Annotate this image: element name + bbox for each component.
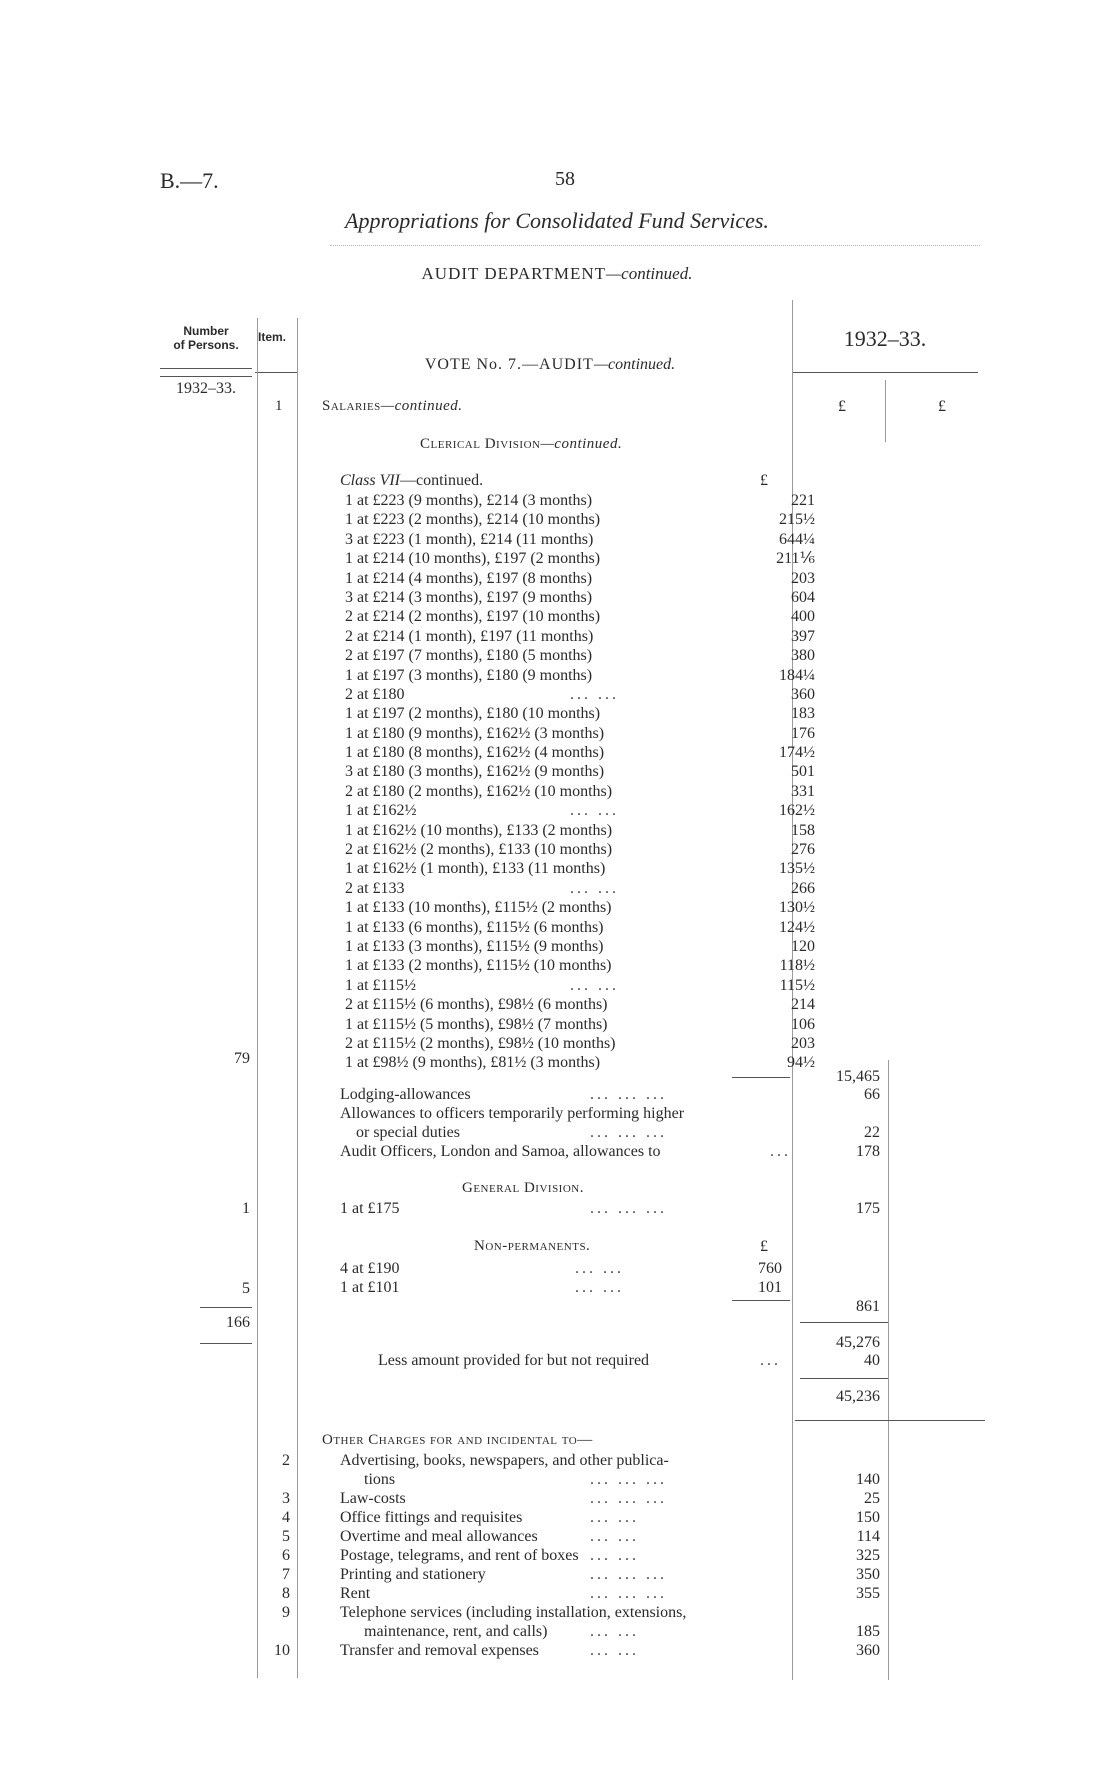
general-row: 1 at £175	[340, 1200, 400, 1217]
salary-row	[345, 685, 815, 704]
salary-row-value: 380	[791, 647, 815, 665]
class-label: Class VII	[340, 472, 400, 489]
non-permanents-pound-sign: £	[760, 1238, 768, 1255]
general-value: 175	[856, 1200, 880, 1217]
salary-row	[345, 937, 815, 956]
salary-row-description: 2 at £214 (1 month), £197 (11 months)	[345, 627, 594, 645]
other-charge-value: 185	[856, 1623, 880, 1640]
net-total-bottom-rule	[795, 1420, 985, 1421]
less-value: 40	[864, 1352, 880, 1369]
audit-officers-row	[340, 1143, 661, 1161]
other-charges-heading: Other Charges for and incidental to—	[322, 1432, 593, 1448]
salary-row	[345, 549, 815, 568]
salary-row	[345, 859, 815, 878]
other-charge-item-number: 5	[282, 1528, 290, 1545]
other-charge-label: Rent	[340, 1585, 371, 1602]
class-subtotal-rule	[732, 1077, 790, 1078]
salary-row	[345, 1015, 815, 1034]
other-charge-item-number: 9	[282, 1604, 290, 1621]
salary-row-description: 1 at £115½	[345, 976, 416, 994]
item-column-left-rule	[257, 318, 258, 1678]
salary-row	[345, 627, 815, 646]
non-permanents-heading: Non-permanents.	[474, 1238, 591, 1254]
salary-row	[345, 646, 815, 665]
salary-row-description: 2 at £214 (2 months), £197 (10 months)	[345, 608, 601, 626]
clerical-division-heading	[420, 436, 622, 453]
persons-total-rule	[200, 1307, 252, 1308]
salary-row	[345, 704, 815, 723]
salary-row-description: 1 at £180 (8 months), £162½ (4 months)	[345, 744, 605, 762]
salary-row	[345, 743, 815, 762]
salary-row-description: 1 at £162½ (1 month), £133 (11 months)	[345, 860, 606, 878]
other-charge-value: 150	[856, 1509, 880, 1526]
pound-column-a-header: £	[838, 398, 846, 415]
other-charge-item-number: 6	[282, 1547, 290, 1564]
salary-row-description: 1 at £115½ (5 months), £98½ (7 months)	[345, 1015, 608, 1033]
other-charge-label: Transfer and removal expenses	[340, 1642, 539, 1659]
salary-row-description: 2 at £115½ (2 months), £98½ (10 months)	[345, 1034, 616, 1052]
title-rule	[330, 245, 980, 246]
non-permanent-row: 1 at £101	[340, 1279, 400, 1296]
salary-row-description: 1 at £133 (2 months), £115½ (10 months)	[345, 957, 612, 975]
salary-row-value: 215½	[779, 511, 815, 529]
salary-row-description: 3 at £214 (3 months), £197 (9 months)	[345, 588, 593, 606]
other-charge-value: 325	[856, 1547, 880, 1564]
other-charge-leaders: ... ...	[590, 1642, 639, 1659]
salary-row-value: 130½	[779, 899, 815, 917]
salary-row	[345, 1034, 815, 1053]
other-charge-leaders: ... ... ...	[590, 1490, 667, 1507]
clerical-division-label: Clerical Division	[420, 436, 541, 452]
salary-row-description: 3 at £223 (1 month), £214 (11 months)	[345, 530, 594, 548]
other-charge-value: 25	[864, 1490, 880, 1507]
less-row: Less amount provided for but not required	[378, 1352, 650, 1369]
other-charge-leaders: ... ... ...	[590, 1585, 667, 1602]
other-charge-leaders: ... ...	[590, 1509, 639, 1526]
salary-row-description: 1 at £98½ (9 months), £81½ (3 months)	[345, 1054, 601, 1072]
item-header-rule	[255, 372, 297, 373]
audit-officers-label: Audit Officers, London and Samoa, allowances to	[340, 1143, 661, 1160]
salary-row-value: 183	[791, 705, 815, 723]
allowances-value: 22	[864, 1124, 880, 1141]
other-charge-item-number: 3	[282, 1490, 290, 1507]
salary-row-description: 1 at £133 (6 months), £115½ (6 months)	[345, 918, 604, 936]
salary-row-description: 1 at £197 (3 months), £180 (9 months)	[345, 666, 593, 684]
salary-row-description: 2 at £197 (7 months), £180 (5 months)	[345, 647, 593, 665]
salary-row-description: 1 at £214 (4 months), £197 (8 months)	[345, 569, 593, 587]
salary-row-value: 644¼	[779, 530, 815, 548]
salary-row-value: 106	[791, 1015, 815, 1033]
other-charge-label: Office fittings and requisites	[340, 1509, 523, 1526]
non-permanents-total: 861	[856, 1298, 880, 1315]
class-rows	[345, 491, 815, 1073]
salary-row-value: 397	[791, 627, 815, 645]
lodging-label: Lodging-allowances	[340, 1086, 471, 1103]
other-charge-leaders: ... ...	[590, 1547, 639, 1564]
salary-row-value: 135½	[779, 860, 815, 878]
salary-row-leaders: ... ...	[570, 976, 619, 994]
salary-row	[345, 569, 815, 588]
clerical-continued: —continued.	[540, 436, 623, 452]
other-charge-value: 114	[856, 1528, 880, 1545]
salary-row-description: 1 at £133 (3 months), £115½ (9 months)	[345, 937, 604, 955]
salary-row-description: 1 at £223 (2 months), £214 (10 months)	[345, 511, 601, 529]
less-leaders: ...	[760, 1352, 781, 1369]
salaries-continued: —continued.	[380, 398, 463, 414]
non-permanents-persons: 5	[242, 1280, 250, 1297]
salary-row-value: 94½	[787, 1054, 815, 1072]
salary-row-value: 203	[791, 1034, 815, 1052]
other-charge-value: 140	[856, 1471, 880, 1488]
vote-heading	[300, 356, 800, 374]
other-charge-leaders: ... ...	[590, 1528, 639, 1545]
allowances-row-2	[356, 1124, 460, 1142]
salary-row	[345, 995, 815, 1014]
amount-column-right-rule	[888, 1060, 889, 1680]
salary-row-value: 211⅙	[776, 550, 815, 568]
salary-row-value: 158	[791, 821, 815, 839]
audit-officers-value: 178	[856, 1143, 880, 1160]
salary-row-value: 203	[791, 569, 815, 587]
other-charge-item-number: 7	[282, 1566, 290, 1583]
non-permanent-row-leaders: ... ...	[575, 1260, 624, 1277]
salary-row-value: 184¼	[779, 666, 815, 684]
allowances-label-2: or special duties	[356, 1124, 460, 1141]
general-leaders: ... ... ...	[590, 1200, 667, 1217]
salary-row-value: 221	[791, 492, 815, 509]
general-persons: 1	[242, 1200, 250, 1217]
page-title: Appropriations for Consolidated Fund Services.	[345, 208, 769, 233]
lodging-value: 66	[864, 1086, 880, 1103]
salary-row-description: 1 at £214 (10 months), £197 (2 months)	[345, 550, 601, 568]
general-division-heading: General Division.	[462, 1180, 584, 1196]
clerical-total: 15,465	[836, 1068, 880, 1085]
persons-header-line2: of Persons.	[173, 338, 239, 352]
vote-continued: —continued.	[593, 356, 676, 373]
salary-row	[345, 588, 815, 607]
non-permanent-row-value: 760	[758, 1260, 782, 1277]
other-charge-label: Law-costs	[340, 1490, 406, 1507]
salary-row	[345, 724, 815, 743]
department-name: AUDIT DEPARTMENT	[421, 264, 607, 283]
salary-row-value: 174½	[779, 744, 815, 762]
non-permanent-row-value: 101	[758, 1279, 782, 1296]
salary-row-description: 2 at £162½ (2 months), £133 (10 months)	[345, 841, 613, 859]
salary-row-value: 120	[791, 937, 815, 955]
salary-row	[345, 782, 815, 801]
persons-year-rule	[160, 376, 252, 377]
salary-row	[345, 530, 815, 549]
salary-row-description: 2 at £180	[345, 685, 405, 703]
other-charge-item-number: 8	[282, 1585, 290, 1602]
other-charge-item-number: 2	[282, 1452, 290, 1469]
salaries-subtotal: 45,276	[836, 1334, 880, 1351]
salary-row	[345, 666, 815, 685]
salary-row-description: 1 at £223 (9 months), £214 (3 months)	[345, 492, 593, 509]
salary-row	[345, 956, 815, 975]
salary-row-value: 276	[791, 841, 815, 859]
other-charge-label-continued: maintenance, rent, and calls)	[364, 1623, 548, 1640]
salary-row-value: 266	[791, 879, 815, 897]
salary-row	[345, 491, 815, 510]
salary-row-description: 2 at £133	[345, 879, 405, 897]
salary-row-value: 115½	[779, 976, 815, 994]
amount-column-mid-rule	[885, 380, 886, 442]
allowances-row	[340, 1105, 684, 1123]
other-charge-leaders: ... ...	[590, 1623, 639, 1640]
persons-total-bottom-rule	[200, 1343, 252, 1344]
lodging-leaders: ... ... ...	[590, 1086, 667, 1103]
allowances-label-1: Allowances to officers temporarily performing higher	[340, 1105, 685, 1122]
item-column-header: Item.	[258, 330, 287, 344]
salary-row	[345, 918, 815, 937]
salary-row-description: 2 at £115½ (6 months), £98½ (6 months)	[345, 996, 608, 1014]
persons-column-header	[160, 324, 252, 352]
pound-column-b-header: £	[938, 398, 946, 415]
salaries-item-number: 1	[275, 398, 283, 414]
salary-row-value: 501	[791, 763, 815, 781]
salary-row-value: 400	[791, 608, 815, 626]
persons-year-label: 1932–33.	[176, 380, 236, 397]
year-column-header: 1932–33.	[843, 326, 927, 351]
other-charge-item-number: 10	[274, 1642, 290, 1659]
salary-row-value: 214	[791, 996, 815, 1014]
total-persons: 166	[226, 1314, 250, 1331]
non-permanents-rule	[732, 1300, 790, 1301]
item-column-right-rule	[297, 318, 298, 1678]
salary-row-description: 1 at £180 (9 months), £162½ (3 months)	[345, 724, 605, 742]
salaries-net-total: 45,236	[836, 1388, 880, 1405]
salary-row-leaders: ... ...	[570, 879, 619, 897]
salary-row	[345, 840, 815, 859]
salary-row-leaders: ... ...	[570, 685, 619, 703]
salaries-label: Salaries	[322, 398, 381, 414]
salary-row-value: 331	[791, 782, 815, 800]
report-reference: B.—7.	[160, 168, 219, 193]
department-continued: —continued.	[606, 264, 693, 283]
other-charge-value: 355	[856, 1585, 880, 1602]
other-charge-value: 350	[856, 1566, 880, 1583]
salary-row	[345, 976, 815, 995]
salary-row	[345, 898, 815, 917]
persons-header-rule	[160, 368, 252, 369]
salary-row-description: 1 at £162½ (10 months), £133 (2 months)	[345, 821, 613, 839]
salary-row-description: 1 at £162½	[345, 802, 417, 820]
salary-row	[345, 821, 815, 840]
other-charge-label: Telephone services (including installation, extensions,	[340, 1604, 687, 1621]
audit-officers-leaders: ...	[770, 1143, 791, 1160]
salary-row	[345, 801, 815, 820]
salary-row-value: 176	[791, 724, 815, 742]
salary-row-value: 124½	[779, 918, 815, 936]
non-permanent-row-leaders: ... ...	[575, 1279, 624, 1296]
salary-row	[345, 510, 815, 529]
allowances-leaders: ... ... ...	[590, 1124, 667, 1141]
persons-header-line1: Number	[183, 324, 229, 338]
other-charge-label-continued: tions	[364, 1471, 396, 1488]
salary-row-value: 118½	[779, 957, 815, 975]
non-permanent-row: 4 at £190	[340, 1260, 400, 1277]
salary-row-value: 360	[791, 685, 815, 703]
salaries-heading	[322, 398, 463, 415]
other-charge-leaders: ... ... ...	[590, 1471, 667, 1488]
salary-row-leaders: ... ...	[570, 802, 619, 820]
salary-row-description: 2 at £180 (2 months), £162½ (10 months)	[345, 782, 613, 800]
other-charge-item-number: 4	[282, 1509, 290, 1526]
class-continued: —continued.	[400, 472, 484, 489]
class-heading	[340, 472, 483, 490]
vote-title: VOTE No. 7.—AUDIT	[424, 356, 594, 373]
salary-row	[345, 762, 815, 781]
salary-row	[345, 879, 815, 898]
other-charge-label: Overtime and meal allowances	[340, 1528, 538, 1545]
other-charge-leaders: ... ... ...	[590, 1566, 667, 1583]
class-pound-sign: £	[760, 472, 768, 489]
salary-row-value: 604	[791, 588, 815, 606]
salary-row-value: 162½	[779, 802, 815, 820]
clerical-persons: 79	[234, 1050, 250, 1067]
year-header-rule	[793, 372, 978, 373]
other-charge-value: 360	[856, 1642, 880, 1659]
net-total-rule	[800, 1378, 888, 1379]
page-number: 58	[555, 168, 575, 190]
salary-row-description: 1 at £197 (2 months), £180 (10 months)	[345, 705, 601, 723]
salaries-subtotal-rule	[800, 1322, 888, 1323]
salary-row-description: 1 at £133 (10 months), £115½ (2 months)	[345, 899, 612, 917]
other-charge-label: Advertising, books, newspapers, and other publica-	[340, 1452, 669, 1469]
salary-row-description: 3 at £180 (3 months), £162½ (9 months)	[345, 763, 605, 781]
other-charge-label: Postage, telegrams, and rent of boxes	[340, 1547, 579, 1564]
other-charge-label: Printing and stationery	[340, 1566, 486, 1583]
department-heading	[0, 264, 1114, 284]
salary-row	[345, 607, 815, 626]
lodging-row	[340, 1086, 471, 1104]
salary-row	[345, 1053, 815, 1072]
